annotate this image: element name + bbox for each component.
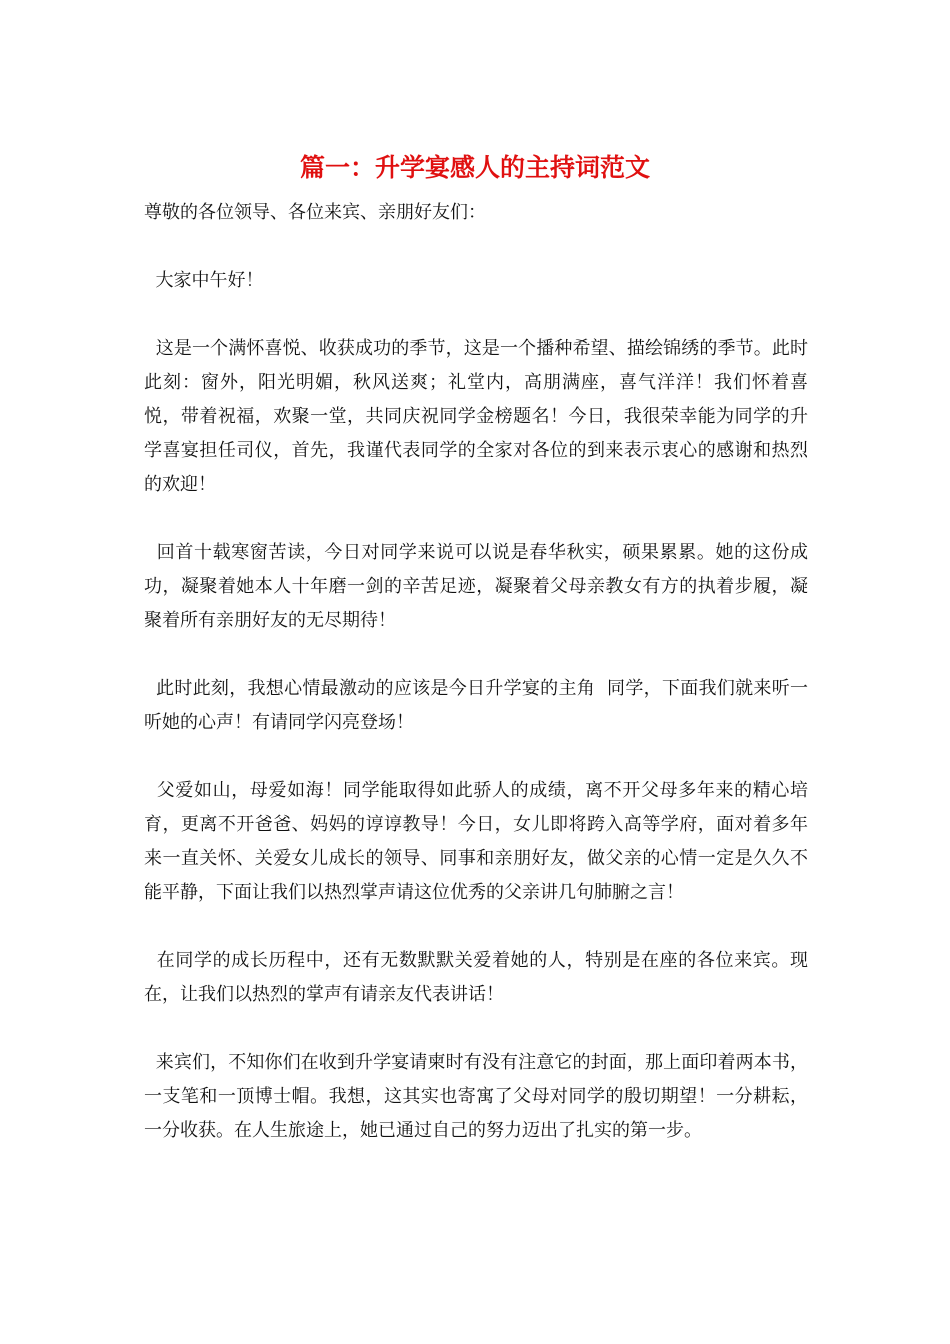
paragraph-father-intro: 父爱如山，母爱如海！同学能取得如此骄人的成绩，离不开父母多年来的精心培育，更离不开爸爸、妈妈的谆谆教导！今日，女儿即将跨入高等学府，面对着多年来一直关怀、关爱女儿成长的领导、同事和亲朋好友，做父亲的心情一定是久久不能平静，下面让我们以热烈掌声请这位优秀的父亲讲几句肺腑之言！: [144, 780, 808, 903]
paragraph-student-intro: 此时此刻，我想心情最激动的应该是今日升学宴的主角 同学，下面我们就来听一听她的心声！有请同学闪亮登场！: [144, 678, 808, 733]
paragraph-opening: 这是一个满怀喜悦、收获成功的季节，这是一个播种希望、描绘锦绣的季节。此时此刻：窗外，阳光明媚，秋风送爽；礼堂内，高朋满座，喜气洋洋！我们怀着喜悦，带着祝福，欢聚一堂，共同庆祝同学金榜题名！今日，我很荣幸能为同学的升学喜宴担任司仪，首先，我谨代表同学的全家对各位的到来表示衷心的感谢和热烈的欢迎！: [144, 338, 809, 495]
document-title: 篇一：升学宴感人的主持词范文: [299, 153, 650, 182]
paragraph-review: 回首十载寒窗苦读，今日对同学来说可以说是春华秋实，硕果累累。她的这份成功，凝聚着她本人十年磨一剑的辛苦足迹，凝聚着父母亲教女有方的执着步履，凝聚着所有亲朋好友的无尽期待！: [144, 542, 808, 631]
paragraph-guest-intro: 在同学的成长历程中，还有无数默默关爱着她的人，特别是在座的各位来宾。现在，让我们以热烈的掌声有请亲友代表讲话！: [144, 950, 808, 1005]
paragraph-greeting: 大家中午好！: [144, 270, 264, 291]
paragraph-salutation: 尊敬的各位领导、各位来宾、亲朋好友们：: [144, 202, 486, 223]
document-body: [144, 196, 808, 1148]
paragraph-invitation: 来宾们，不知你们在收到升学宴请柬时有没有注意它的封面，那上面印着两本书，一支笔和一顶博士帽。我想，这其实也寄寓了父母对同学的殷切期望！一分耕耘，一分收获。在人生旅途上，她已通过自己的努力迈出了扎实的第一步。: [144, 1052, 809, 1141]
